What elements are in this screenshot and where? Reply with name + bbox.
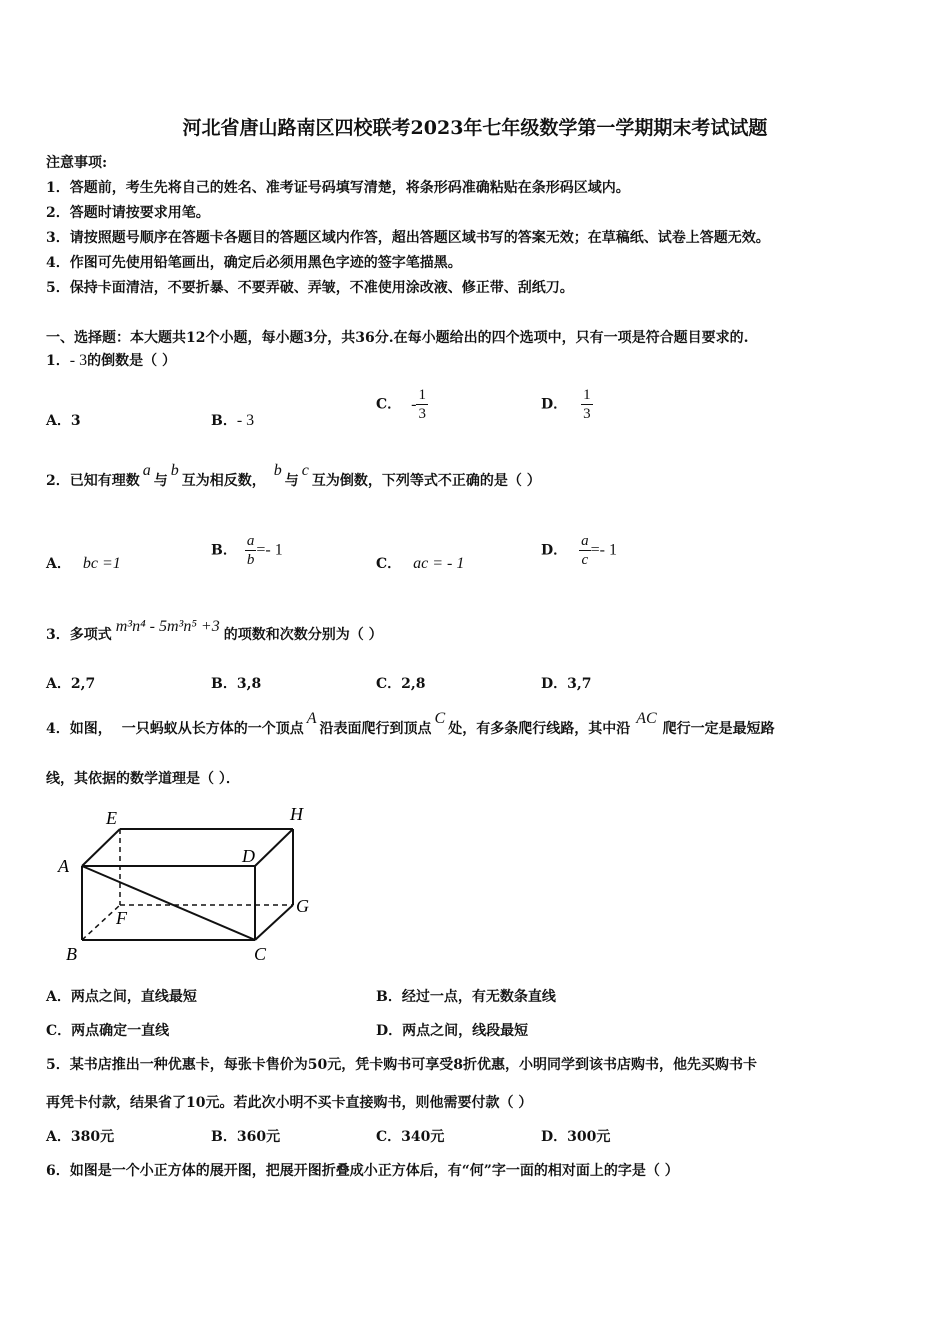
q5-option-a[interactable] [46, 1126, 114, 1146]
question-5: 5．某书店推出一种优惠卡，每张卡售价为50元，凭卡购书可享受8折优惠，小明同学到该书店购书，他先买购书卡 [46, 1057, 757, 1073]
q1-option-d[interactable] [541, 386, 593, 423]
option-value: 2,8 [401, 676, 426, 692]
q3-option-a[interactable] [46, 673, 95, 693]
option-value: 两点确定一直线 [71, 1023, 170, 1039]
fraction-denominator: 3 [583, 406, 591, 422]
fraction-numerator: a [581, 533, 589, 549]
option-label: B． [211, 413, 237, 429]
option-label: C． [376, 396, 402, 413]
option-label: B． [211, 676, 237, 692]
note-item: 5．保持卡面清洁，不要折暴、不要弄破、弄皱，不准使用涂改液、修正带、刮纸刀。 [46, 280, 574, 296]
question-2 [46, 462, 541, 490]
q3-option-b[interactable] [211, 673, 261, 693]
q2-text: 互为相反数， [181, 473, 266, 489]
question-1 [46, 350, 176, 370]
label-a: A [58, 856, 69, 876]
notes-heading: 注意事项: [46, 155, 108, 171]
edge-dh [255, 829, 293, 866]
option-value: 340元 [401, 1129, 445, 1145]
option-label: A． [46, 989, 71, 1005]
option-fraction [579, 532, 591, 569]
q4-text: 爬行一定是最短路 [662, 721, 775, 737]
fraction-denominator: b [246, 552, 255, 568]
q1-expression: - 3 [69, 352, 88, 369]
var-b: b [273, 462, 282, 479]
path-ac [82, 866, 255, 940]
edge-cg [255, 905, 293, 940]
q1-option-c[interactable] [376, 386, 428, 423]
option-value: bc =1 [82, 555, 121, 572]
cuboid-figure [50, 800, 330, 970]
q4-text: 沿表面爬行到顶点 [319, 721, 432, 737]
q4-text: 处，有多条爬行线路，其中沿 [448, 721, 631, 737]
q5-line-2: 再凭卡付款，结果省了10元。若此次小明不买卡直接购书，则他需要付款（ ） [46, 1095, 533, 1111]
option-label: C． [376, 1129, 402, 1145]
q2-option-c[interactable] [376, 553, 464, 573]
question-number: 4． [46, 721, 70, 737]
option-fraction [245, 532, 257, 569]
option-rhs: =- 1 [256, 541, 283, 559]
option-value: 两点之间，直线最短 [70, 989, 197, 1005]
var-b: b [170, 462, 179, 479]
option-value: 经过一点，有无数条直线 [401, 989, 556, 1005]
fraction-denominator: c [581, 552, 589, 568]
option-value: 3 [70, 413, 81, 429]
fraction-numerator: a [246, 533, 255, 549]
q4-option-c[interactable] [46, 1020, 169, 1040]
question-number: 2． [46, 473, 70, 489]
option-value: 380元 [70, 1129, 115, 1145]
option-label: C． [46, 1023, 72, 1039]
q5-option-d[interactable] [541, 1126, 610, 1146]
q1-option-a[interactable] [46, 410, 81, 430]
question-6: 6．如图是一个小正方体的展开图，把展开图折叠成小正方体后，有“何”字一面的相对面上的字是（ ） [46, 1163, 679, 1179]
option-label: A． [46, 556, 71, 572]
q1-text: 的倒数是（ ） [87, 353, 176, 369]
q2-option-d[interactable] [541, 532, 617, 569]
option-label: B． [211, 542, 237, 559]
option-label: D． [541, 1129, 568, 1145]
option-value: - 3 [236, 412, 255, 429]
label-g: G [296, 896, 309, 916]
question-number: 1． [46, 353, 70, 369]
q1-option-b[interactable] [211, 410, 254, 430]
option-value: ac = - 1 [413, 555, 465, 572]
q2-text: 已知有理数 [69, 473, 140, 489]
fraction-numerator: 1 [418, 387, 426, 403]
var-AC: AC [636, 710, 657, 727]
var-A: A [306, 710, 317, 727]
fraction-numerator: 1 [583, 387, 591, 403]
option-value: 两点之间，线段最短 [402, 1023, 529, 1039]
option-value: 2,7 [70, 676, 96, 692]
option-label: B． [376, 989, 402, 1005]
note-item: 2．答题时请按要求用笔。 [46, 205, 210, 221]
q3-text: 多项式 [69, 627, 112, 643]
q2-option-b[interactable] [211, 532, 283, 569]
label-e: E [106, 808, 117, 828]
option-label: A． [46, 676, 71, 692]
option-fraction [581, 386, 593, 423]
q4-line-2: 线，其依据的数学道理是（ ）． [46, 771, 240, 787]
option-label: A． [46, 1129, 71, 1145]
q2-text: 与 [153, 473, 168, 489]
option-fraction [416, 386, 428, 423]
q2-text: 与 [284, 473, 299, 489]
label-h: H [290, 804, 303, 824]
q3-option-c[interactable] [376, 673, 426, 693]
question-3 [46, 618, 383, 644]
q4-option-b[interactable] [376, 986, 556, 1006]
option-value: 3,7 [567, 676, 592, 692]
option-label: D． [541, 676, 568, 692]
q3-text: 的项数和次数分别为（ ） [223, 627, 383, 643]
q4-text: 一只蚂蚁从长方体的一个顶点 [121, 721, 304, 737]
q5-option-b[interactable] [211, 1126, 280, 1146]
option-sign: - [411, 395, 417, 413]
q2-option-a[interactable] [46, 553, 121, 573]
q4-text: 如图， [69, 721, 112, 737]
option-label: B． [211, 1129, 237, 1145]
note-item: 1．答题前，考生先将自己的姓名、准考证号码填写清楚，将条形码准确粘贴在条形码区域内。 [46, 180, 630, 196]
option-label: D． [376, 1023, 403, 1039]
option-label: A． [46, 413, 71, 429]
option-label: D． [541, 542, 568, 559]
q4-option-d[interactable] [376, 1020, 528, 1040]
option-value: 300元 [567, 1129, 611, 1145]
section-heading: 一、选择题：本大题共12个小题，每小题3分，共36分.在每小题给出的四个选项中，只有一项是符合题目要求的. [46, 330, 749, 346]
edge-ae [82, 829, 120, 866]
option-label: C． [376, 676, 402, 692]
q2-text: 互为倒数，下列等式不正确的是（ ） [311, 473, 541, 489]
page-title: 河北省唐山路南区四校联考2023年七年级数学第一学期期末考试试题 [182, 117, 768, 139]
q4-option-a[interactable] [46, 986, 197, 1006]
label-c: C [254, 944, 267, 964]
q5-option-c[interactable] [376, 1126, 444, 1146]
option-label: D． [541, 396, 568, 413]
note-item: 4．作图可先使用铅笔画出，确定后必须用黑色字迹的签字笔描黑。 [46, 255, 462, 271]
option-value: 360元 [236, 1129, 281, 1145]
var-a: a [142, 462, 151, 479]
question-number: 3． [46, 627, 70, 643]
q3-option-d[interactable] [541, 673, 592, 693]
option-rhs: =- 1 [590, 541, 617, 559]
var-C: C [434, 710, 446, 727]
question-4 [46, 710, 775, 738]
q3-expression: m³n⁴ - 5m³n⁵ +3 [115, 618, 220, 635]
note-item: 3．请按照题号顺序在答题卡各题目的答题区域内作答，超出答题区域书写的答案无效；在草稿纸、试卷上答题无效。 [46, 230, 770, 246]
hidden-edge-bf [82, 905, 120, 940]
option-label: C． [376, 556, 402, 572]
option-value: 3,8 [236, 676, 262, 692]
label-b: B [66, 944, 77, 964]
label-f: F [116, 908, 127, 928]
var-c: c [301, 462, 309, 479]
label-d: D [242, 846, 255, 866]
fraction-denominator: 3 [418, 406, 426, 422]
